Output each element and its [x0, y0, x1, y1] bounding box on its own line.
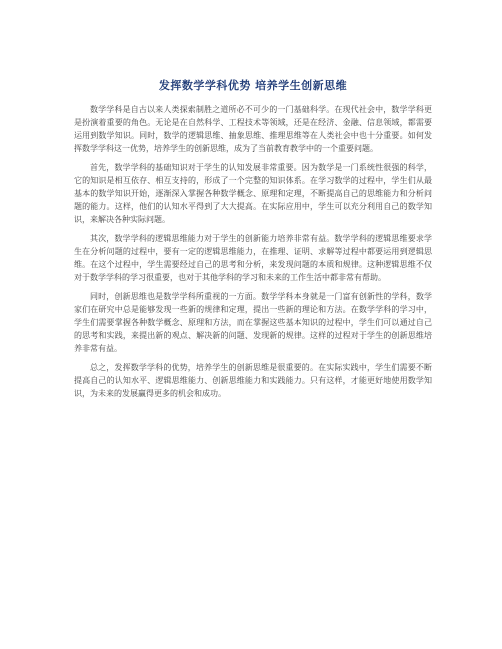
- paragraph-third: 同时，创新思维也是数学学科所重视的一方面。数学学科本身就是一门富有创新性的学科，数学家们在研究中总是能够发现一些新的规律和定理，提出一些新的理论和方法。在数学学科的学习中，学生们需要掌握各种数学概念、原理和方法，而在掌握这些基本知识的过程中，学生们可以通过自己的思考和实践，来提出新的观点、解决新的问题、发现新的规律。这样的过程对于学生的创新思维培养非常有益。: [74, 292, 432, 353]
- paragraph-intro: 数学学科是自古以来人类探索制胜之道所必不可少的一门基础科学。在现代社会中，数学学科更是扮演着重要的角色。无论是在自然科学、工程技术等领域，还是在经济、金融、信息领域，都需要运用到数学知识。同时，数学的逻辑思维、抽象思维、推理思维等在人类社会中也十分重要。如何发挥数学学科这一优势，培养学生的创新思维，成为了当前教育教学中的一个重要问题。: [74, 105, 432, 153]
- document-title: 发挥数学学科优势 培养学生创新思维: [158, 79, 348, 92]
- paragraph-first: 首先，数学学科的基础知识对于学生的认知发展非常重要。因为数学是一门系统性很强的科学，它的知识是相互依存、相互支持的，形成了一个完整的知识体系。在学习数学的过程中，学生们从最基本的数学知识开始，逐渐深入掌握各种数学概念、原理和定理，不断提高自己的思维能力和分析问题的能力。这样，他们的认知水平得到了大大提高。在实际应用中，学生可以充分利用自己的数学知识，来解决各种实际问题。: [74, 163, 432, 224]
- paragraph-second: 其次，数学学科的逻辑思维能力对于学生的创新能力培养非常有益。数学学科的逻辑思维要求学生在分析问题的过程中，要有一定的逻辑思维能力，在推理、证明、求解等过程中都要运用到逻辑思维。在这个过程中，学生需要经过自己的思考和分析，来发现问题的本质和规律。这种逻辑思维不仅对于数学学科的学习很重要，也对于其他学科的学习和未来的工作生活中都非常有帮助。: [74, 234, 432, 282]
- paragraph-conclusion: 总之，发挥数学学科的优势，培养学生的创新思维是很重要的。在实际实践中，学生们需要不断提高自己的认知水平、逻辑思维能力、创新思维能力和实践能力。只有这样，才能更好地使用数学知识，为未来的发展赢得更多的机会和成功。: [74, 363, 432, 398]
- document-page: [74, 78, 432, 406]
